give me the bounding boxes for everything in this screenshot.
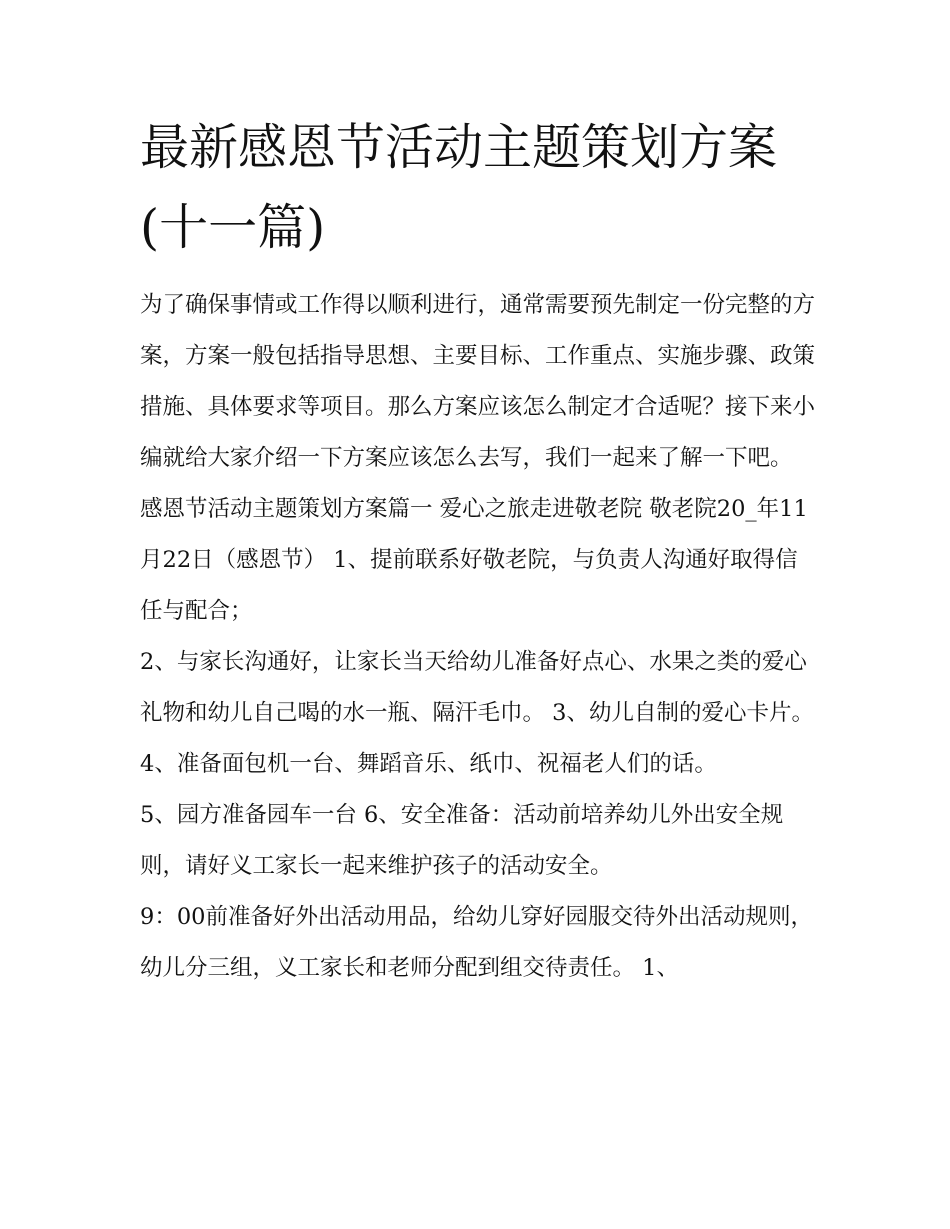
document-body bbox=[140, 108, 820, 994]
paragraph-part-one: 感恩节活动主题策划方案篇一 爱心之旅走进敬老院 敬老院20_年11月22日（感恩节） 1、提前联系好敬老院，与负责人沟通好取得信任与配合； bbox=[140, 496, 808, 624]
paragraph-schedule: 9：00前准备好外出活动用品，给幼儿穿好园服交待外出活动规则，幼儿分三组，义工家长和老师分配到组交待责任。 1、 bbox=[140, 904, 813, 981]
paragraph-step-2: 2、与家长沟通好，让家长当天给幼儿准备好点心、水果之类的爱心礼物和幼儿自己喝的水一瓶、隔汗毛巾。 3、幼儿自制的爱心卡片。 bbox=[140, 649, 814, 726]
paragraph-intro: 为了确保事情或工作得以顺利进行，通常需要预先制定一份完整的方案，方案一般包括指导思想、主要目标、工作重点、实施步骤、政策措施、具体要求等项目。那么方案应该怎么制定才合适呢？接下来小编就给大家介绍一下方案应该怎么去写，我们一起来了解一下吧。 bbox=[140, 292, 816, 471]
paragraph-step-4: 4、准备面包机一台、舞蹈音乐、纸巾、祝福老人们的话。 bbox=[140, 751, 717, 777]
document-title: 最新感恩节活动主题策划方案(十一篇) bbox=[140, 119, 778, 256]
paragraph-step-5: 5、园方准备园车一台 6、安全准备：活动前培养幼儿外出安全规则，请好义工家长一起来维护孩子的活动安全。 bbox=[140, 802, 784, 879]
